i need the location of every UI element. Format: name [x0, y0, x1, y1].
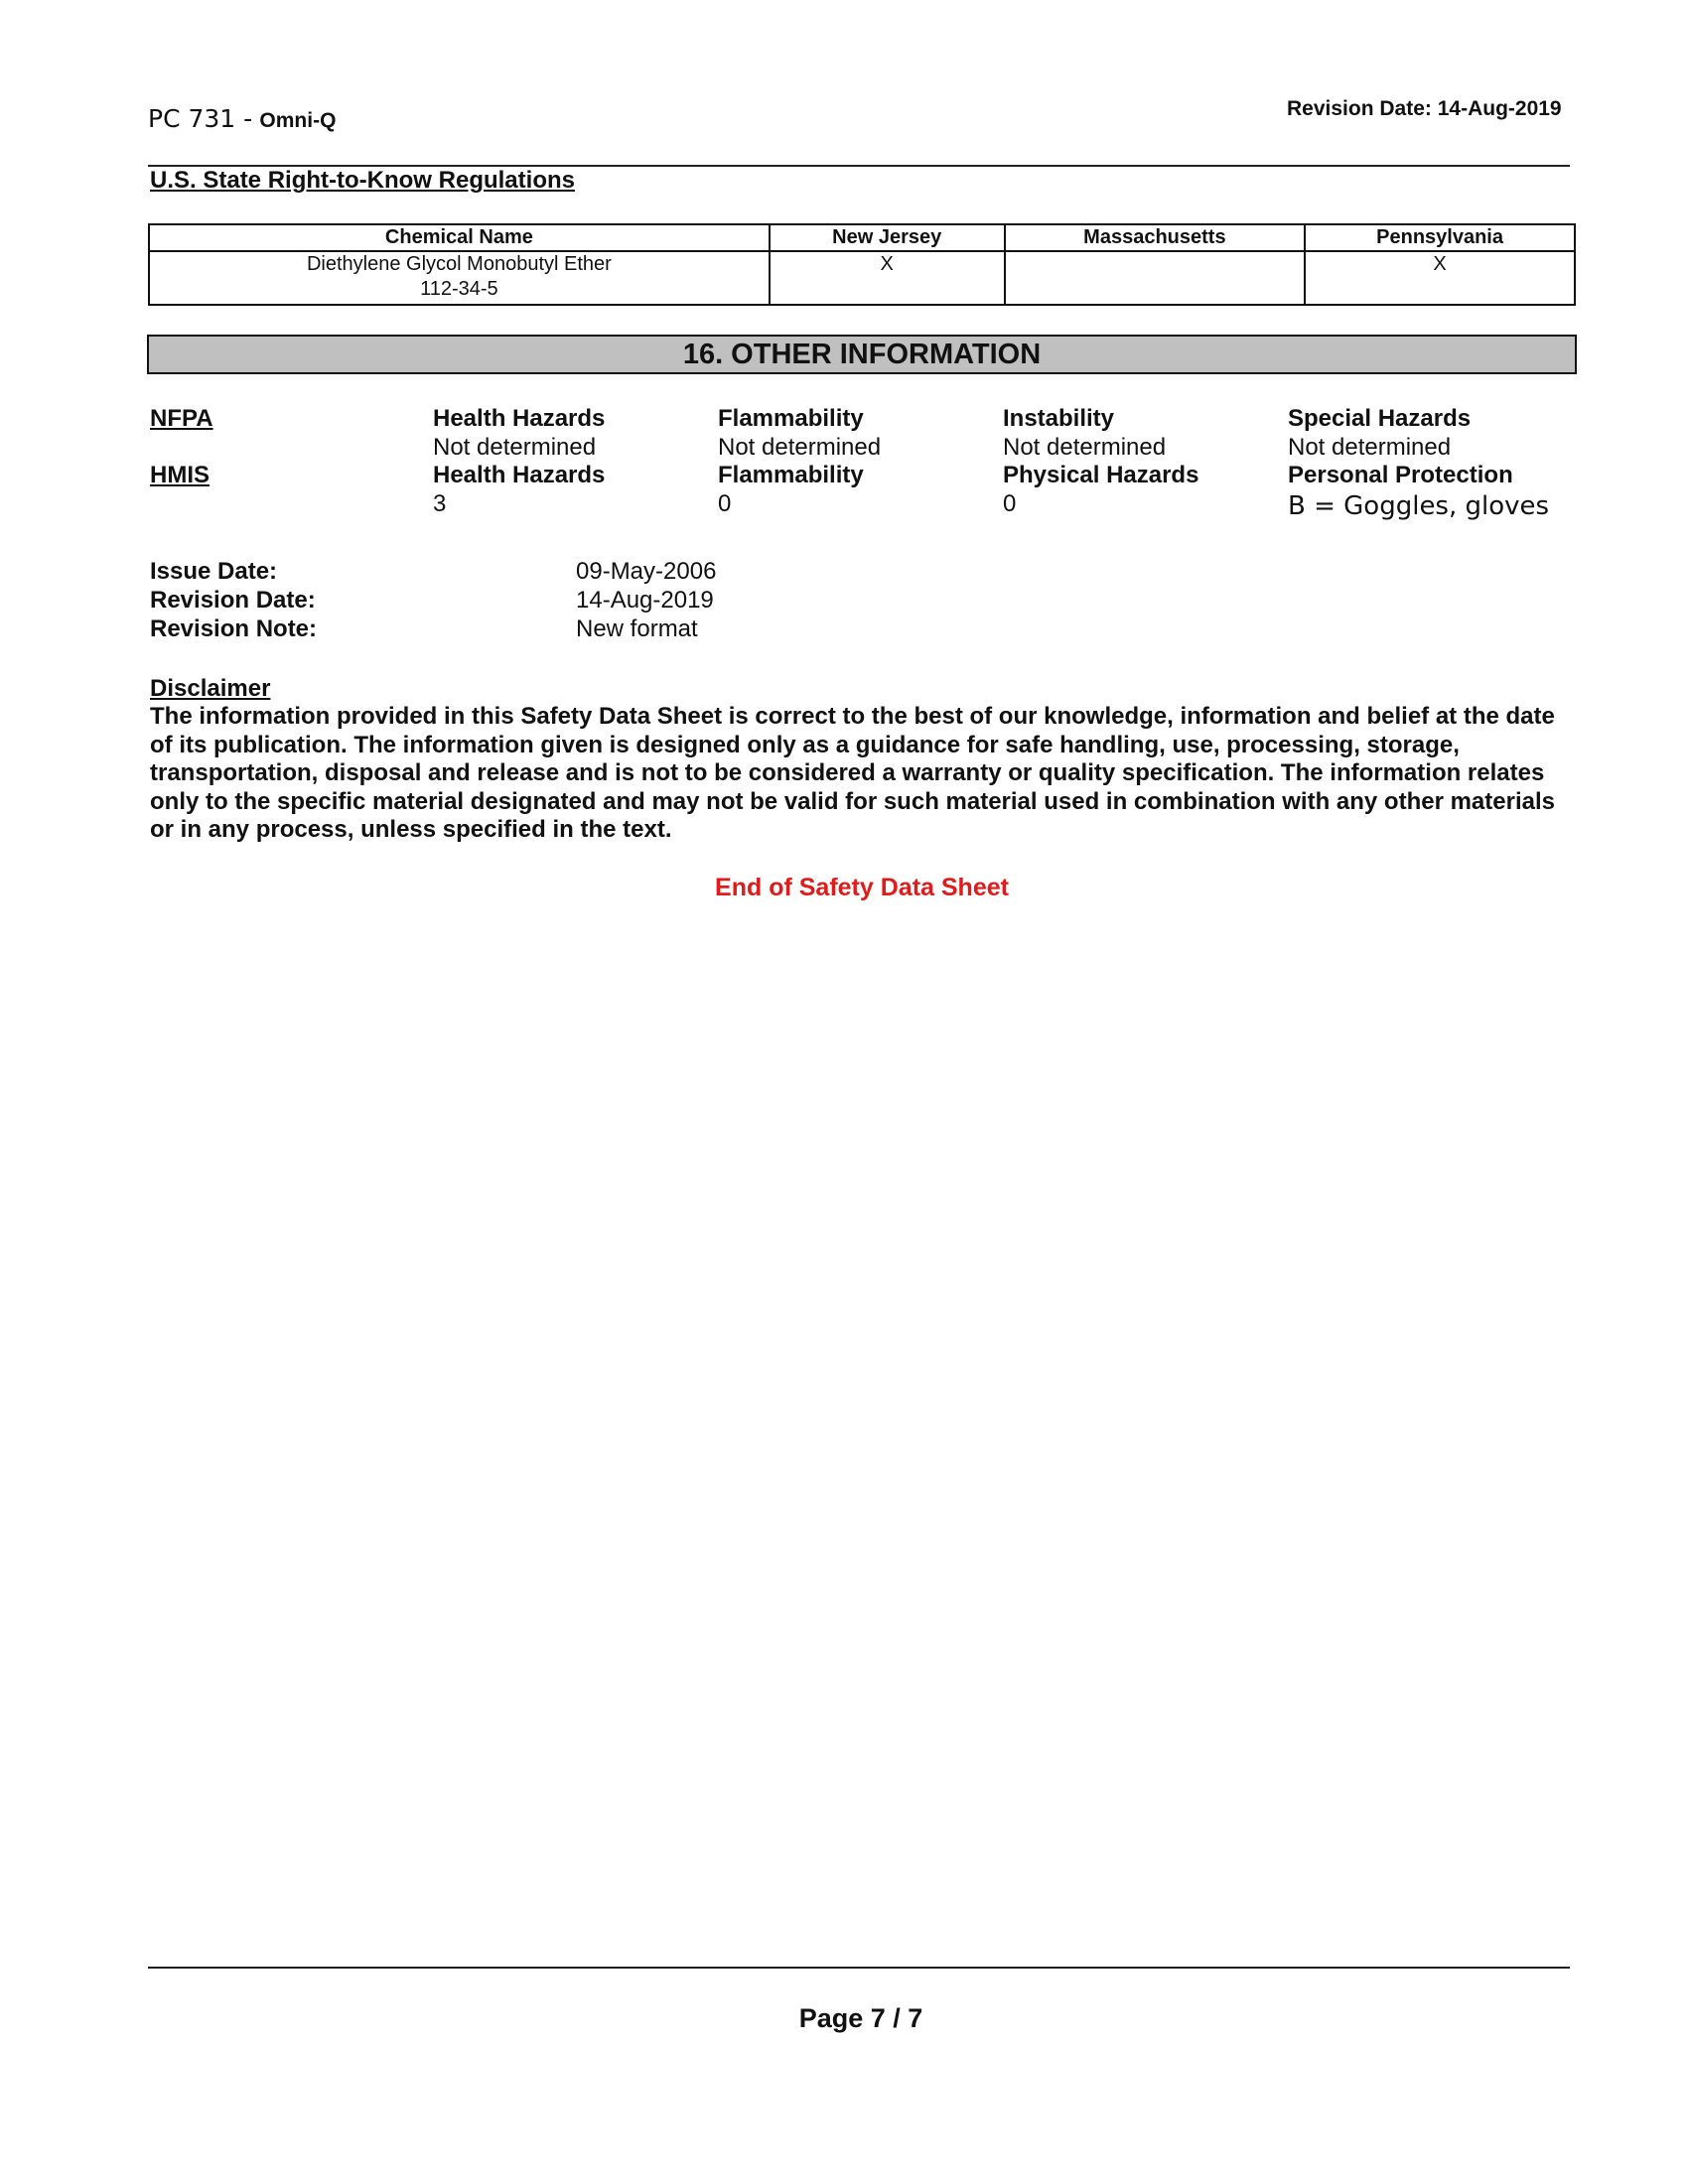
nfpa-label: NFPA [150, 405, 213, 432]
hmis-protection-value: B = Goggles, gloves [1288, 491, 1550, 521]
column-header: Massachusetts [1005, 224, 1306, 251]
header-revision [1287, 97, 1581, 121]
nfpa-health-label: Health Hazards [433, 405, 606, 432]
hmis-physical-label: Physical Hazards [1003, 462, 1199, 488]
hmis-protection-label: Personal Protection [1288, 462, 1513, 488]
revision-date-value: 14-Aug-2019 [576, 587, 714, 614]
column-header: Chemical Name [149, 224, 770, 251]
nfpa-flammability-value: Not determined [718, 434, 882, 461]
new-jersey-cell: X [770, 251, 1005, 305]
cas-number: 112-34-5 [420, 278, 498, 300]
product-code: PC 731 - [148, 104, 253, 133]
nfpa-instability-value: Not determined [1003, 434, 1167, 461]
end-of-sheet-note: End of Safety Data Sheet [715, 874, 1009, 901]
pennsylvania-cell: X [1305, 251, 1575, 305]
nfpa-flammability-label: Flammability [718, 405, 864, 432]
section-16-banner: 16. OTHER INFORMATION [147, 335, 1577, 374]
document-header-product [148, 103, 336, 134]
column-header: New Jersey [770, 224, 1005, 251]
state-regulations-title: U.S. State Right-to-Know Regulations [150, 167, 575, 194]
issue-date-value: 09-May-2006 [576, 558, 717, 585]
state-regulations-table [148, 223, 1576, 306]
hmis-health-label: Health Hazards [433, 462, 606, 488]
column-header: Pennsylvania [1305, 224, 1575, 251]
nfpa-health-value: Not determined [433, 434, 597, 461]
revision-note-label: Revision Note: [150, 615, 318, 642]
header-revision-date: 14-Aug-2019 [1437, 97, 1562, 120]
chemical-cell [149, 251, 770, 305]
massachusetts-cell [1005, 251, 1306, 305]
table-row [149, 251, 1575, 305]
header-revision-label: Revision Date: [1287, 97, 1432, 120]
issue-date-label: Issue Date: [150, 558, 278, 585]
revision-note-value: New format [576, 615, 698, 642]
hmis-flammability-value: 0 [718, 490, 732, 517]
table-header-row [149, 224, 1575, 251]
page-number: Page 7 / 7 [798, 2003, 923, 2033]
hmis-label: HMIS [150, 462, 210, 488]
nfpa-special-value: Not determined [1288, 434, 1452, 461]
hmis-flammability-label: Flammability [718, 462, 864, 488]
revision-date-label: Revision Date: [150, 587, 316, 614]
product-name: Omni-Q [259, 109, 337, 132]
chemical-name: Diethylene Glycol Monobutyl Ether [306, 253, 612, 275]
disclaimer-title: Disclaimer [150, 675, 271, 702]
hmis-health-value: 3 [433, 490, 447, 517]
disclaimer-text: The information provided in this Safety Data Sheet is correct to the best of our knowledge, information and belief at the date of its publication. The information given is designed only as a guidance for safe handling, use, processing, storage, transportation, disposal and release and is not to be considered a warranty or quality specification. The information relates only to the specific material designated and may not be valid for such material used in combination with any other materials or in any process, unless specified in the text. [150, 703, 1555, 843]
footer-divider [148, 1967, 1570, 1969]
nfpa-instability-label: Instability [1003, 405, 1115, 432]
hmis-physical-value: 0 [1003, 490, 1017, 517]
nfpa-special-label: Special Hazards [1288, 405, 1472, 432]
